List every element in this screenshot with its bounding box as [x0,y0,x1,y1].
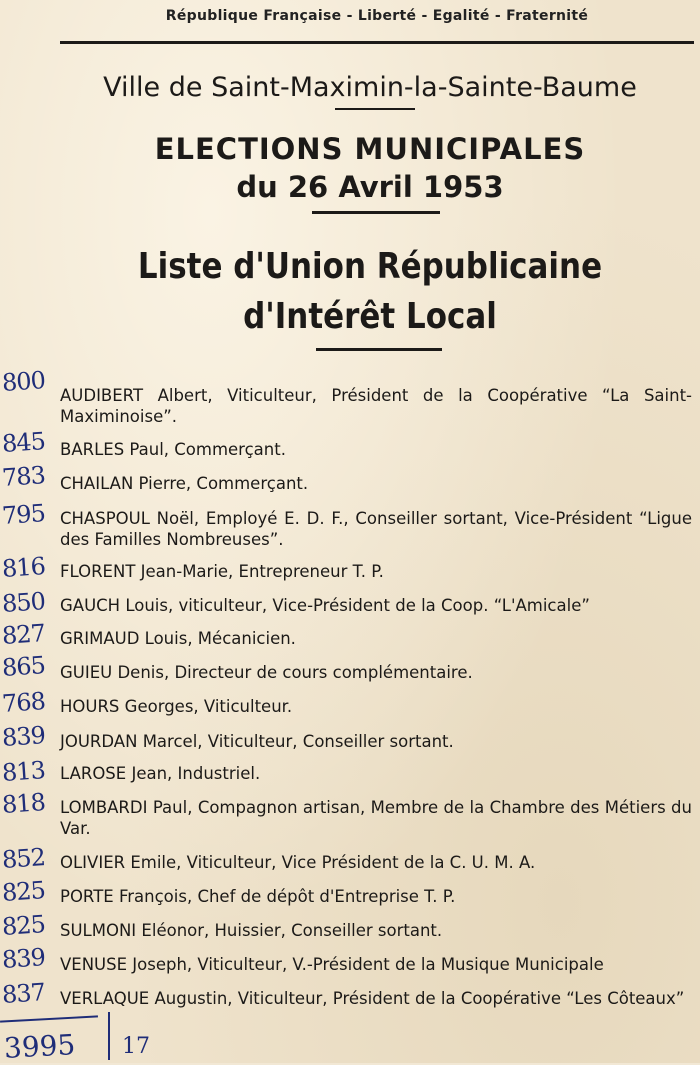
candidate-details: Noël, Employé E. D. F., Conseiller sortant, Vice-Président “Ligue des Familles Nombreuses”. [60,509,692,549]
candidate-surname: CHAILAN [60,474,134,493]
candidate-entry [60,852,692,873]
candidate-surname: SULMONI [60,921,137,940]
candidate-surname: VENUSE [60,955,128,974]
candidate-details: Joseph, Viticulteur, V.-Président de la Musique Municipale [127,955,604,974]
vote-count: 850 [1,587,46,618]
candidate-entry [60,920,692,941]
list-title-line1: Liste d'Union Républicaine [137,246,603,287]
candidate-details: Augustin, Viticulteur, Président de la Coopérative “Les Côteaux” [149,989,685,1008]
vote-count: 768 [1,687,46,718]
candidate-details: Eléonor, Huissier, Conseiller sortant. [136,921,443,940]
candidate-surname: AUDIBERT [60,386,144,405]
candidate-surname: LOMBARDI [60,798,148,817]
candidate-details: Paul, Compagnon artisan, Membre de la Chambre des Métiers du Var. [60,798,692,838]
vote-count: 816 [1,552,46,583]
candidate-details: Jean, Industriel. [126,764,261,783]
candidate-entry [60,508,692,550]
candidate-entry [60,439,692,460]
candidate-entry [60,385,692,427]
candidate-details: Emile, Viticulteur, Vice Président de la C. U. M. A. [125,853,536,872]
election-heading: ELECTIONS MUNICIPALES [154,132,586,166]
candidate-surname: PORTE [60,887,114,906]
candidate-surname: FLORENT [60,562,136,581]
candidate-surname: BARLES [60,440,125,459]
top-rule [60,41,694,44]
candidate-entry [60,954,692,975]
vote-count: 839 [1,721,46,752]
town-name: Ville de Saint-Maximin-la-Sainte-Baume [103,72,637,103]
candidate-details: Jean-Marie, Entrepreneur T. P. [135,562,384,581]
vote-count: 845 [1,427,46,458]
candidate-entry [60,886,692,907]
candidate-details: Paul, Commerçant. [124,440,286,459]
election-date: du 26 Avril 1953 [236,170,504,204]
candidate-surname: LAROSE [60,764,127,783]
candidate-entry [60,662,692,683]
vote-count: 818 [1,788,46,819]
title-rule [316,348,442,351]
vote-count: 837 [1,978,46,1009]
candidate-details: Denis, Directeur de cours complémentaire. [112,663,473,682]
vote-count: 839 [1,943,46,974]
candidate-details: Albert, Viticulteur, Président de la Coopérative “La Saint-Maximinoise”. [60,386,692,426]
candidate-surname: GUIEU [60,663,113,682]
town-rule [335,108,415,110]
candidate-entry [60,797,692,839]
candidate-entry [60,731,692,752]
candidate-entry [60,473,692,494]
candidate-details: Pierre, Commerçant. [133,474,309,493]
candidate-entry [60,628,692,649]
list-title-line2: d'Intérêt Local [243,296,497,337]
candidate-entry [60,763,692,784]
vote-count: 825 [1,910,46,941]
vote-count: 865 [1,651,46,682]
candidate-entry [60,595,692,616]
handwritten-count: 17 [122,1034,150,1059]
candidate-details: François, Chef de dépôt d'Entreprise T. P. [113,887,456,906]
date-rule [312,211,440,214]
candidate-entry [60,696,692,717]
candidate-surname: JOURDAN [60,732,138,751]
handwritten-total: 3995 [3,1028,77,1065]
vote-count: 783 [1,461,46,492]
vote-count: 800 [1,366,46,397]
candidate-surname: OLIVIER [60,853,126,872]
candidate-details: Marcel, Viticulteur, Conseiller sortant. [137,732,454,751]
vote-count: 852 [1,843,46,874]
vote-count: 825 [1,876,46,907]
candidate-surname: GRIMAUD [60,629,140,648]
vote-count: 795 [1,499,46,530]
candidate-details: Louis, viticulteur, Vice-Président de la Coop. “L'Amicale” [120,596,590,615]
handwritten-bracket [108,1012,110,1060]
candidate-entry [60,561,692,582]
candidate-surname: CHASPOUL [60,509,150,528]
candidate-details: Georges, Viticulteur. [119,697,293,716]
candidate-surname: GAUCH [60,596,121,615]
candidate-surname: HOURS [60,697,120,716]
candidate-entry [60,988,692,1009]
vote-count: 813 [1,756,46,787]
candidate-details: Louis, Mécanicien. [139,629,296,648]
republic-motto: République Française - Liberté - Egalité - Fraternité [165,8,589,24]
candidate-surname: VERLAQUE [60,989,150,1008]
vote-count: 827 [1,619,46,650]
